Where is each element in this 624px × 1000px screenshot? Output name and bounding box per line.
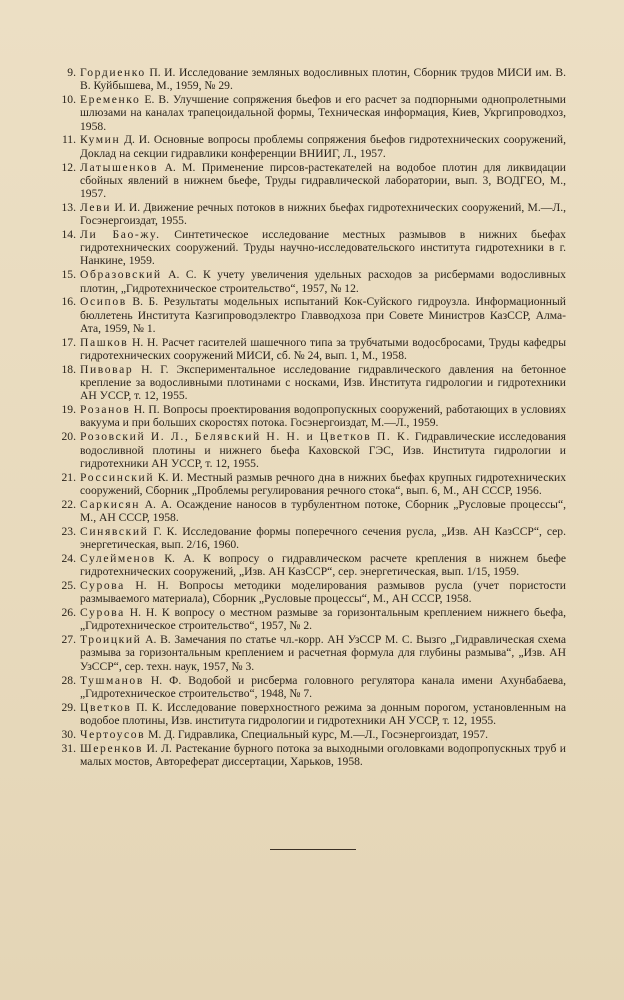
reference-author: Троицкий <box>80 633 142 647</box>
reference-author: Образовский <box>80 268 162 282</box>
reference-number: 23. <box>61 524 76 538</box>
reference-number: 30. <box>61 727 76 741</box>
reference-number: 16. <box>61 295 76 309</box>
reference-number: 20. <box>61 430 76 444</box>
reference-text: К. А. К вопросу о гидравлическом расчете крепления в нижнем бьефе гидротехнических сооружений, „Изв. АН КазССР“, сер. энергетическая, вып. 1/15, 1959. <box>80 551 566 579</box>
reference-text: Гидравлические исследования водосливной плотины и нижнего бьефа Каховской ГЭС, Изв. Института гидрологии и гидротехники АН УССР, т. 12, 1955. <box>80 430 566 470</box>
reference-author: Пивовар <box>80 362 134 376</box>
reference-number: 17. <box>61 335 76 349</box>
reference-entry <box>54 336 566 363</box>
reference-entry <box>54 228 566 268</box>
reference-author: Розовский И. Л., Белявский Н. Н. и Цветков П. К. <box>80 430 411 444</box>
reference-text: Н. Ф. Водобой и рисберма головного регулятора канала имени Ахунбабаева, „Гидротехническое строительство“, 1948, № 7. <box>80 673 566 700</box>
reference-text: П. К. Исследование поверхностного режима за донным порогом, установленным на водобое плотины, Изв. института гидрологии и гидротехники АН УССР, т. 12, 1955. <box>80 700 567 727</box>
reference-number: 10. <box>61 93 76 107</box>
reference-entry <box>54 430 566 470</box>
reference-text: А. А. Осаждение наносов в турбулентном потоке, Сборник „Русловые процессы“, М., АН СССР, 1958. <box>80 497 566 524</box>
reference-author: Сулейменов <box>80 551 156 565</box>
reference-text: П. И. Исследование земляных водосливных плотин, Сборник трудов МИСИ им. В. В. Куйбышева, М., 1959, № 29. <box>80 66 567 93</box>
reference-author: Пашков <box>80 335 129 349</box>
reference-number: 21. <box>61 470 76 484</box>
reference-author: Кумин <box>80 133 121 147</box>
reference-number: 12. <box>61 160 76 174</box>
closing-rule <box>270 849 356 850</box>
reference-author: Россинский <box>80 470 155 484</box>
reference-text: Синтетическое исследование местных размывов в нижних бьефах гидротехнических сооружений. Труды научно-исследовательского института гидротехники в г. Нанкине, 1959. <box>80 227 566 268</box>
reference-entry <box>54 742 566 769</box>
reference-number: 13. <box>61 200 76 214</box>
reference-number: 9. <box>67 66 76 79</box>
reference-entry <box>54 525 566 552</box>
reference-entry <box>54 633 566 673</box>
reference-text: А. М. Применение пирсов-растекателей на водобое плотин для ликвидации сбойных явлений в нижнем бьефе, Труды гидравлической лаборатории, вып. 3, ВОДГЕО, М., 1957. <box>80 160 566 201</box>
reference-number: 18. <box>61 362 76 376</box>
reference-entry <box>54 403 566 430</box>
reference-author: Сурова <box>80 606 125 620</box>
reference-number: 19. <box>61 403 76 417</box>
reference-text: Н. П. Вопросы проектирования водопропускных сооружений, работающих в условиях вакуума и при больших скоростях потока. Госэнергоиздат, М.—Л., 1959. <box>80 403 566 430</box>
reference-text: А. С. К учету увеличения удельных расходов за рисбермами водосливных плотин, „Гидротехническое строительство“, 1957, № 12. <box>80 268 566 295</box>
reference-entry <box>54 133 566 160</box>
reference-text: Н. Н. К вопросу о местном размыве за горизонтальным креплением нижнего бьефа, „Гидротехническое строительство“, 1957, № 2. <box>80 606 566 633</box>
reference-entry <box>54 93 566 133</box>
reference-entry <box>54 161 566 201</box>
reference-number: 31. <box>61 741 76 755</box>
reference-entry <box>54 728 566 741</box>
reference-entry <box>54 701 566 728</box>
reference-number: 25. <box>61 579 76 592</box>
reference-author: Латышенков <box>80 160 159 174</box>
reference-number: 29. <box>61 700 76 714</box>
reference-entry <box>54 295 566 335</box>
reference-text: М. Д. Гидравлика, Специальный курс, М.—Л., Госэнергоиздат, 1957. <box>148 727 489 741</box>
reference-entry <box>54 201 566 228</box>
reference-text: Е. В. Улучшение сопряжения бьефов и его расчет за подпорными однопролетными шлюзами на каналах трапецоидальной формы, Техническая информация, Киев, Укргипроводхоз, 1958. <box>80 93 566 133</box>
reference-author: Синявский <box>80 524 149 538</box>
reference-author: Сурова <box>80 579 125 592</box>
reference-author: Ли Бао-жу. <box>80 227 161 241</box>
reference-author: Гордиенко <box>80 66 146 79</box>
reference-number: 14. <box>61 227 76 241</box>
reference-author: Тушманов <box>80 673 144 687</box>
reference-entry <box>54 579 566 606</box>
reference-number: 27. <box>61 633 76 647</box>
reference-entry <box>54 363 566 403</box>
reference-entry <box>54 66 566 93</box>
reference-text: А. В. Замечания по статье чл.-корр. АН УзССР М. С. Вызго „Гидравлическая схема размыва за горизонтальным креплением и расчетная формула для глубины размыва“, „Изв. АН УзССР“, сер. техн. наук, 1957, № 3. <box>80 633 566 673</box>
reference-number: 22. <box>61 497 76 511</box>
reference-author: Леви <box>80 200 112 214</box>
reference-entry <box>54 471 566 498</box>
reference-author: Розанов <box>80 403 131 417</box>
reference-entry <box>54 498 566 525</box>
reference-author: Шеренков <box>80 741 144 755</box>
reference-entry <box>54 552 566 579</box>
reference-author: Цветков <box>80 700 132 714</box>
reference-text: К. И. Местный размыв речного дна в нижних бьефах крупных гидротехнических сооружений, Сборник „Проблемы регулирования речного стока“, вып. 6, М., АН СССР, 1956. <box>80 470 566 497</box>
reference-text: И. И. Движение речных потоков в нижних бьефах гидротехнических сооружений, М.—Л., Госэнергоиздат, 1955. <box>80 200 566 228</box>
reference-text: Н. Н. Вопросы методики моделирования размывов русла (учет пористости размываемого материала), Сборник „Русловые процессы“, М., АН СССР, 1958. <box>80 579 566 606</box>
reference-text: В. Б. Результаты модельных испытаний Кок-Суйского гидроузла. Информационный бюллетень Института Казгипроводэлектро Главводхоза при Совете Министров КазССР, Алма-Ата, 1959, № 1. <box>80 295 566 335</box>
reference-entry <box>54 606 566 633</box>
bibliography-list <box>54 66 566 769</box>
reference-entry <box>54 268 566 295</box>
reference-text: Д. И. Основные вопросы проблемы сопряжения бьефов гидротехнических сооружений, Доклад на секции гидравлики конференции ВНИИГ, Л., 1957. <box>80 133 566 160</box>
reference-author: Осипов <box>80 295 127 309</box>
reference-number: 28. <box>61 673 76 687</box>
reference-number: 15. <box>61 268 76 282</box>
reference-text: Г. К. Исследование формы поперечного сечения русла, „Изв. АН КазССР“, сер. энергетическая, вып. 2/16, 1960. <box>80 524 566 552</box>
reference-number: 24. <box>61 551 76 565</box>
reference-number: 26. <box>61 606 76 620</box>
reference-text: Н. Н. Расчет гасителей шашечного типа за трубчатыми водосбросами, Труды кафедры гидротехнических сооружений МИСИ, сб. № 24, вып. 1, М., 1958. <box>80 335 566 362</box>
reference-text: И. Л. Растекание бурного потока за выходными оголовками водопропускных труб и малых мостов, Автореферат диссертации, Харьков, 1958. <box>80 741 566 768</box>
reference-author: Еременко <box>80 93 141 107</box>
reference-author: Саркисян <box>80 497 140 511</box>
reference-text: Н. Г. Экспериментальное исследование гидравлического давления на бетонное крепление за водосливными плотинами с носками, Изв. Института гидрологии и гидротехники АН УССР, т. 12, 1955. <box>80 362 566 403</box>
reference-entry <box>54 674 566 701</box>
reference-author: Чертоусов <box>80 727 146 741</box>
reference-number: 11. <box>61 133 76 147</box>
